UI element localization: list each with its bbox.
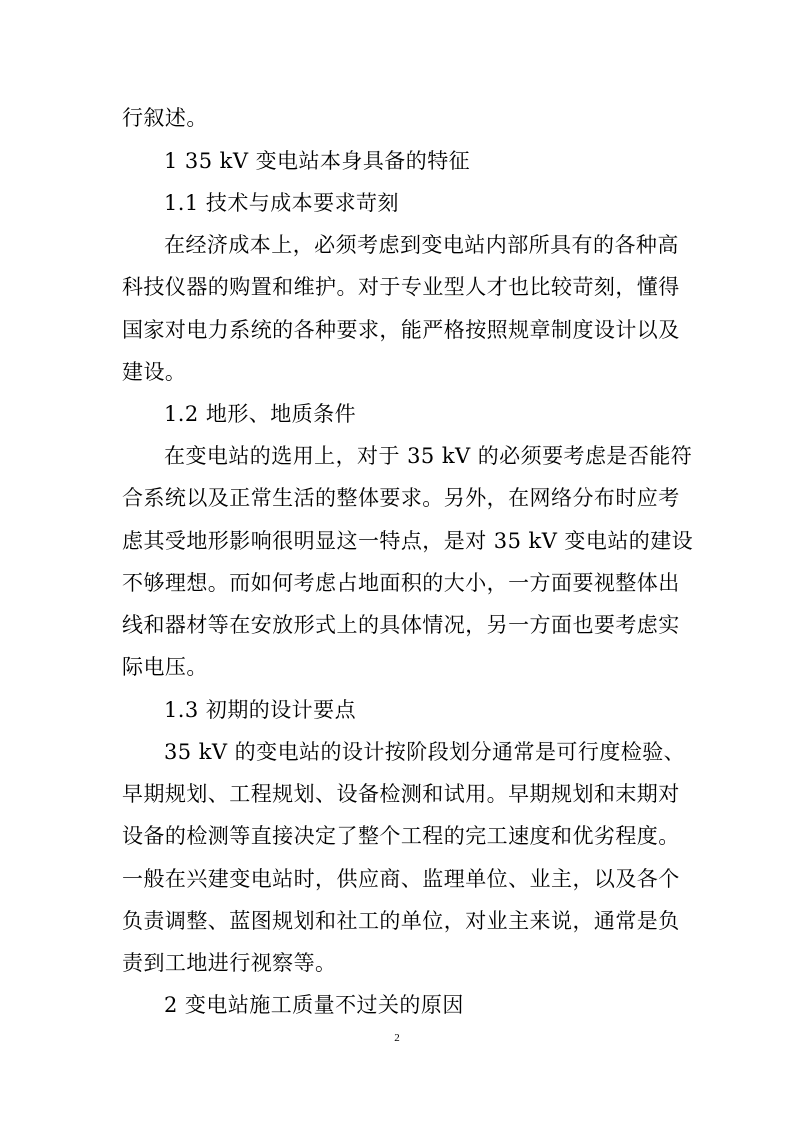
paragraph-line: 建设。 [122,360,187,384]
paragraph-line: 际电压。 [122,655,208,679]
page-number: 2 [394,1032,400,1044]
paragraph-line: 35 kV 的变电站的设计按阶段划分通常是可行度检验、 [164,740,686,764]
paragraph-line: 早期规划、工程规划、设备检测和试用。早期规划和末期对 [122,782,680,806]
section-heading-2: 2 变电站施工质量不过关的原因 [164,993,464,1017]
paragraph-line: 设备的检测等直接决定了整个工程的完工速度和优劣程度。 [122,824,680,848]
paragraph-line: 合系统以及正常生活的整体要求。另外，在网络分布时应考 [122,486,680,510]
paragraph-line: 不够理想。而如何考虑占地面积的大小，一方面要视整体出 [122,571,680,595]
paragraph-line: 在经济成本上，必须考虑到变电站内部所具有的各种高 [164,233,679,257]
paragraph-line: 负责调整、蓝图规划和社工的单位，对业主来说，通常是负 [122,909,680,933]
paragraph-line: 国家对电力系统的各种要求，能严格按照规章制度设计以及 [122,318,680,342]
paragraph-line: 一般在兴建变电站时，供应商、监理单位、业主，以及各个 [122,867,680,891]
subsection-heading-1-1: 1.1 技术与成本要求苛刻 [164,191,399,215]
paragraph-line: 在变电站的选用上，对于 35 kV 的必须要考虑是否能符 [164,444,693,468]
paragraph-line: 科技仪器的购置和维护。对于专业型人才也比较苛刻，懂得 [122,275,680,299]
paragraph-line: 虑其受地形影响很明显这一特点，是对 35 kV 变电站的建设 [122,529,694,553]
paragraph-continuation: 行叙述。 [122,106,208,130]
subsection-heading-1-2: 1.2 地形、地质条件 [164,402,357,426]
paragraph-line: 线和器材等在安放形式上的具体情况，另一方面也要考虑实 [122,613,680,637]
subsection-heading-1-3: 1.3 初期的设计要点 [164,698,357,722]
section-heading-1: 1 35 kV 变电站本身具备的特征 [164,149,471,173]
paragraph-line: 责到工地进行视察等。 [122,951,337,975]
